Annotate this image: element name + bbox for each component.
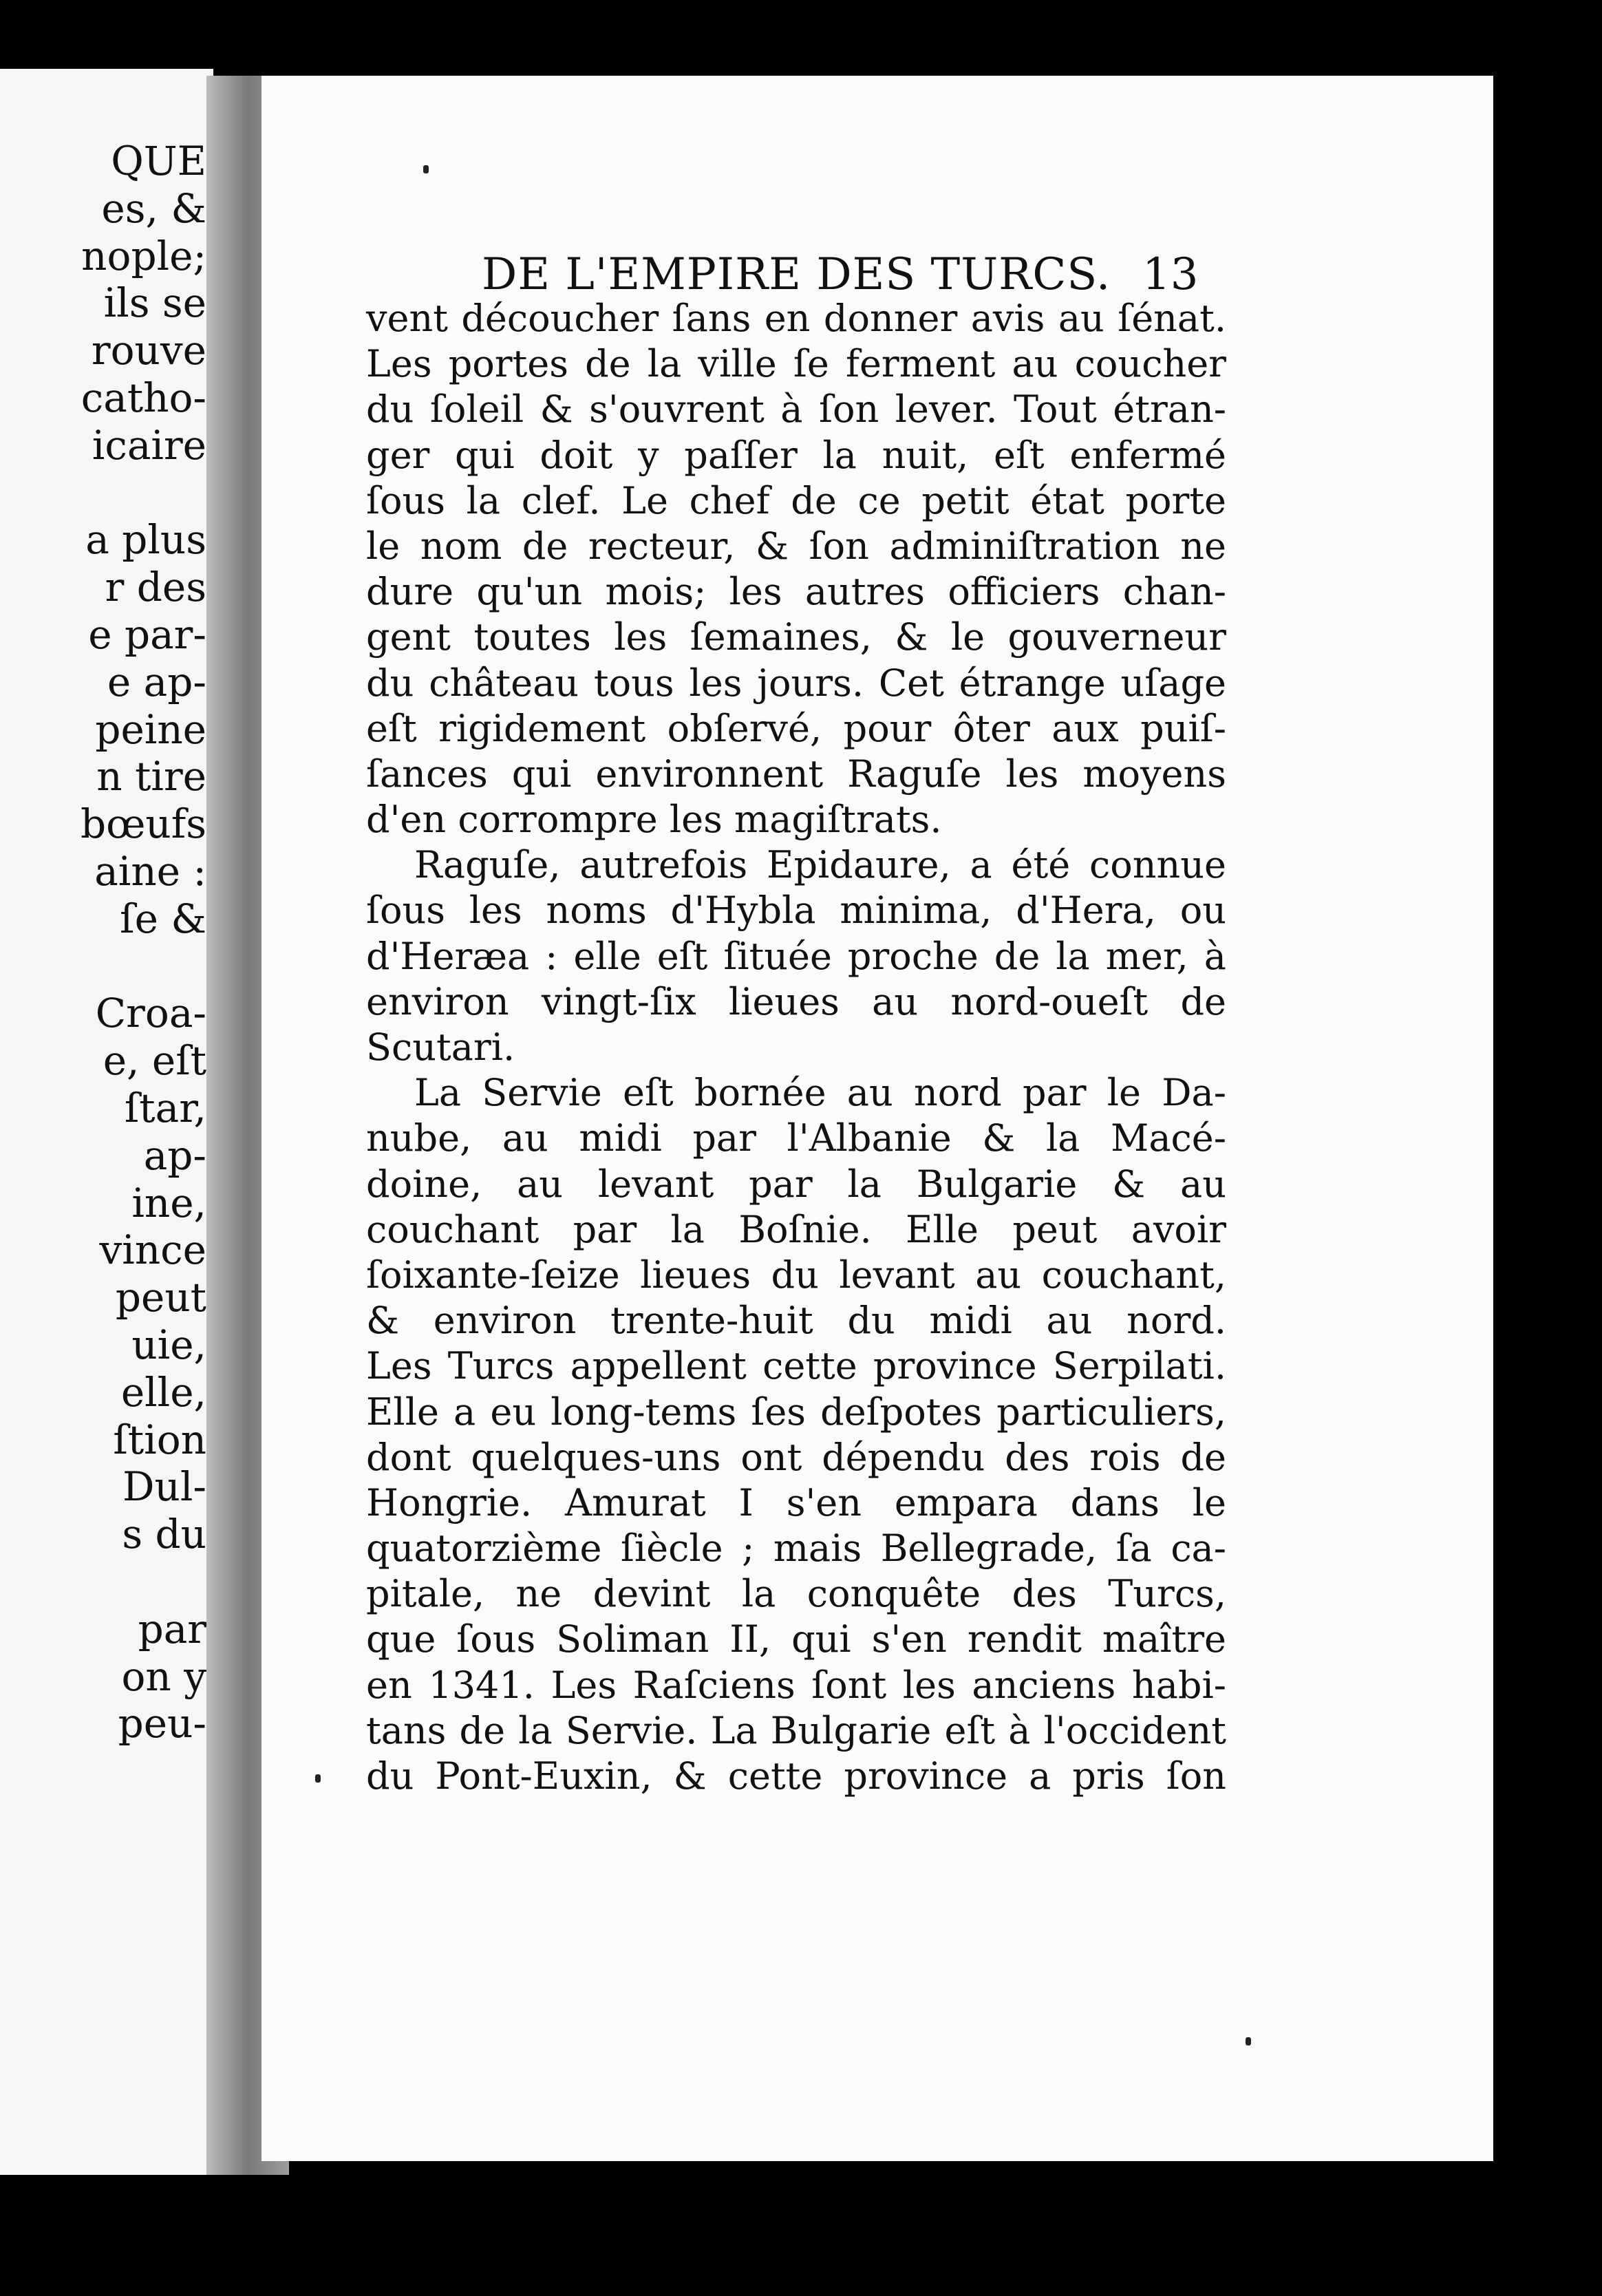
left-page-fragment: peut [115,1274,206,1321]
left-page-fragment: Croa- [95,990,206,1037]
text-line: Hongrie. Amurat I s'en empara dans le [366,1480,1226,1524]
left-page-fragment: e par- [88,610,206,658]
left-page-fragment: ſe & [120,895,206,942]
left-page-fragment: uie, [131,1321,206,1368]
left-page-fragment: s du [122,1511,206,1558]
text-line: ſoixante-ſeize lieues du levant au couchant, [366,1253,1226,1297]
ink-speck [423,165,429,173]
left-page-fragment: vince [99,1226,206,1274]
left-page-fragment: a plus [85,516,206,564]
left-page-text [0,138,206,1747]
left-page-fragment [0,943,206,990]
text-line: le nom de recteur, & ſon adminiſtration ne [366,524,1226,568]
left-page-fragment: Dul- [122,1463,206,1511]
left-page-fragment: n tire [96,753,206,800]
left-page-fragment: elle, [120,1368,206,1416]
left-page-fragment: aine : [94,847,206,895]
left-page-fragment: on y [121,1652,206,1700]
left-page-fragment [0,469,206,517]
body-text [366,296,1226,1799]
text-line: ſances qui environnent Raguſe les moyens [366,752,1226,796]
left-page-fragment: peu- [118,1700,206,1747]
text-line: & environ trente-huit du midi au nord. [366,1299,1226,1343]
text-line: Raguſe, autrefois Epidaure, a été connue [414,843,1226,887]
text-line: Les portes de la ville ſe ferment au coucher [366,342,1226,386]
left-page-fragment: ſtar, [124,1084,206,1131]
left-page-fragment: rouve [91,327,206,374]
running-head: DE L'EMPIRE DES TURCS. [482,249,1111,300]
text-line: environ vingt-ſix lieues au nord-oueſt de [366,979,1226,1023]
left-page-fragment: ine, [131,1179,206,1226]
text-line: dure qu'un mois; les autres officiers chan- [366,570,1226,614]
text-line: quatorzième ſiècle ; mais Bellegrade, ſa ca- [366,1527,1226,1571]
text-line: doine, au levant par la Bulgarie & au [366,1162,1226,1206]
left-page-fragment [0,1558,206,1606]
text-line: que ſous Soliman II, qui s'en rendit maître [366,1617,1226,1661]
text-line: Scutari. [366,1025,515,1069]
left-page-fragment: ſtion [113,1416,206,1463]
text-line: eſt rigidement obſervé, pour ôter aux puiſ- [366,706,1226,750]
text-line: La Servie eſt bornée au nord par le Da- [414,1071,1226,1115]
left-page-fragment: e ap- [107,658,206,705]
text-line: tans de la Servie. La Bulgarie eſt à l'occident [366,1708,1226,1752]
left-page-fragment: par [138,1605,206,1652]
text-line: du ſoleil & s'ouvrent à ſon lever. Tout étran- [366,387,1226,432]
ink-speck [315,1774,321,1783]
text-line: nube, au midi par l'Albanie & la Macé- [366,1116,1226,1160]
text-line: d'Heræa : elle eſt ſituée proche de la mer, à [366,934,1226,978]
text-line: pitale, ne devint la conquête des Turcs, [366,1572,1226,1616]
left-page-fragment: catho- [81,374,206,421]
left-page-fragment: bœufs [80,800,206,848]
left-page-fragment: QUE [111,138,206,184]
left-page-fragment: r des [105,564,206,611]
left-page-fragment: ap- [143,1131,206,1179]
text-line: ſous la clef. Le chef de ce petit état porte [366,478,1226,522]
left-page-fragment: icaire [92,421,206,469]
text-line: vent découcher ſans en donner avis au ſénat. [366,297,1226,340]
left-page-fragment: nople; [81,232,206,279]
ink-speck [1246,2037,1251,2045]
text-line: Elle a eu long-tems ſes deſpotes particuliers, [366,1390,1226,1434]
page-number: 13 [1142,249,1199,300]
text-line: en 1341. Les Raſciens ſont les anciens habi- [366,1663,1226,1707]
text-line: d'en corrompre les magiſtrats. [366,798,942,842]
left-page-fragment: peine [95,705,206,753]
text-line: dont quelques-uns ont dépendu des rois de [366,1435,1226,1479]
text-line: du château tous les jours. Cet étrange uſage [366,661,1226,705]
text-line: ſous les noms d'Hybla minima, d'Hera, ou [366,889,1226,933]
left-page-fragment: ils se [103,279,206,327]
text-line: gent toutes les ſemaines, & le gouverneur [366,615,1226,659]
text-line: couchant par la Boſnie. Elle peut avoir [366,1207,1226,1251]
text-line: ger qui doit y paſſer la nuit, eſt enfermé [366,433,1226,477]
left-page-fragment: es, & [101,184,206,232]
text-line: du Pont-Euxin, & cette province a pris ſon [366,1754,1226,1798]
left-page-fragment: e, eſt [103,1037,206,1085]
text-line: Les Turcs appellent cette province Serpilati. [366,1344,1226,1388]
